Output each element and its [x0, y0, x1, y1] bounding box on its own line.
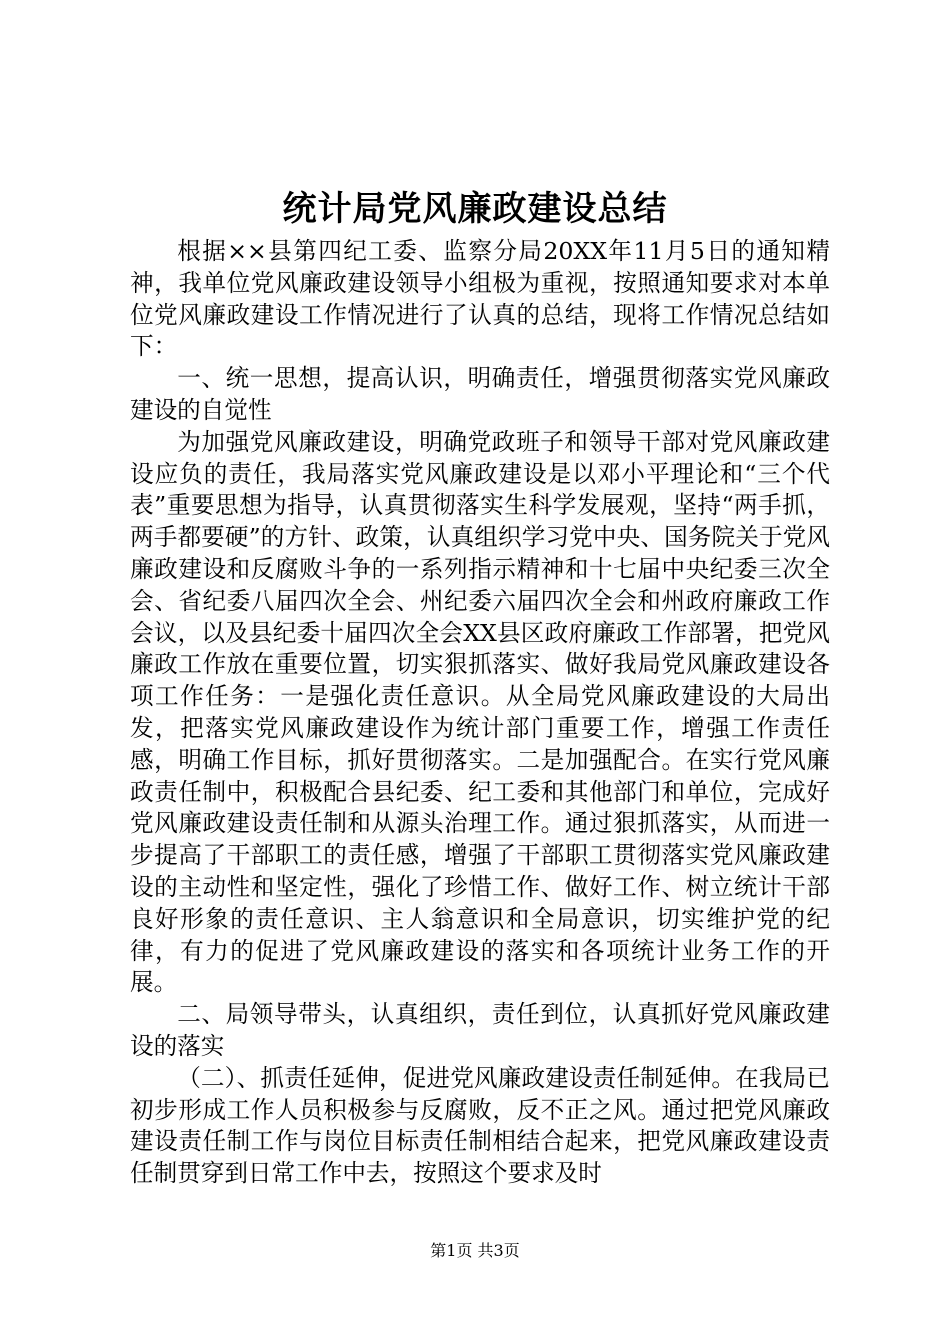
- paragraph-section-1: 为加强党风廉政建设，明确党政班子和领导干部对党风廉政建设应负的责任，我局落实党风廉政建设是以邓小平理论和“三个代表”重要思想为指导，认真贯彻落实生科学发展观，坚持“两手抓，两手都要硬”的方针、政策，认真组织学习党中央、国务院关于党风廉政建设和反腐败斗争的一系列指示精神和十七届中央纪委三次全会、省纪委八届四次全会、州纪委六届四次全会和州政府廉政工作会议，以及县纪委十届四次全会XX县区政府廉政工作部署，把党风廉政工作放在重要位置，切实狠抓落实、做好我局党风廉政建设各项工作任务：一是强化责任意识。从全局党风廉政建设的大局出发，把落实党风廉政建设作为统计部门重要工作，增强工作责任感，明确工作目标，抓好贯彻落实。二是加强配合。在实行党风廉政责任制中，积极配合县纪委、纪工委和其他部门和单位，完成好党风廉政建设责任制和从源头治理工作。通过狠抓落实，从而进一步提高了干部职工的责任感，增强了干部职工贯彻落实党风廉政建设的主动性和坚定性，强化了珍惜工作、做好工作、树立统计干部良好形象的责任意识、主人翁意识和全局意识，切实维护党的纪律，有力的促进了党风廉政建设的落实和各项统计业务工作的开展。: [130, 427, 830, 997]
- document-title: 统计局党风廉政建设总结: [282, 189, 668, 229]
- section-heading-2: 二、局领导带头，认真组织，责任到位，认真抓好党风廉政建设的落实: [130, 1000, 830, 1060]
- section-heading-1: 一、统一思想，提高认识，明确责任，增强贯彻落实党风廉政建设的自觉性: [130, 364, 830, 424]
- paragraph-section-2: （二）、抓责任延伸，促进党风廉政建设责任制延伸。在我局已初步形成工作人员积极参与反腐败，反不正之风。通过把党风廉政建设责任制工作与岗位目标责任制相结合起来，把党风廉政建设责任制贯穿到日常工作中去，按照这个要求及时: [130, 1063, 830, 1188]
- paragraph-intro: 根据××县第四纪工委、监察分局20XX年11月5日的通知精神，我单位党风廉政建设领导小组极为重视，按照通知要求对本单位党风廉政建设工作情况进行了认真的总结，现将工作情况总结如下：: [130, 237, 830, 361]
- page-number-footer: 第1页 共3页: [430, 1241, 520, 1260]
- document-body: [130, 236, 830, 1190]
